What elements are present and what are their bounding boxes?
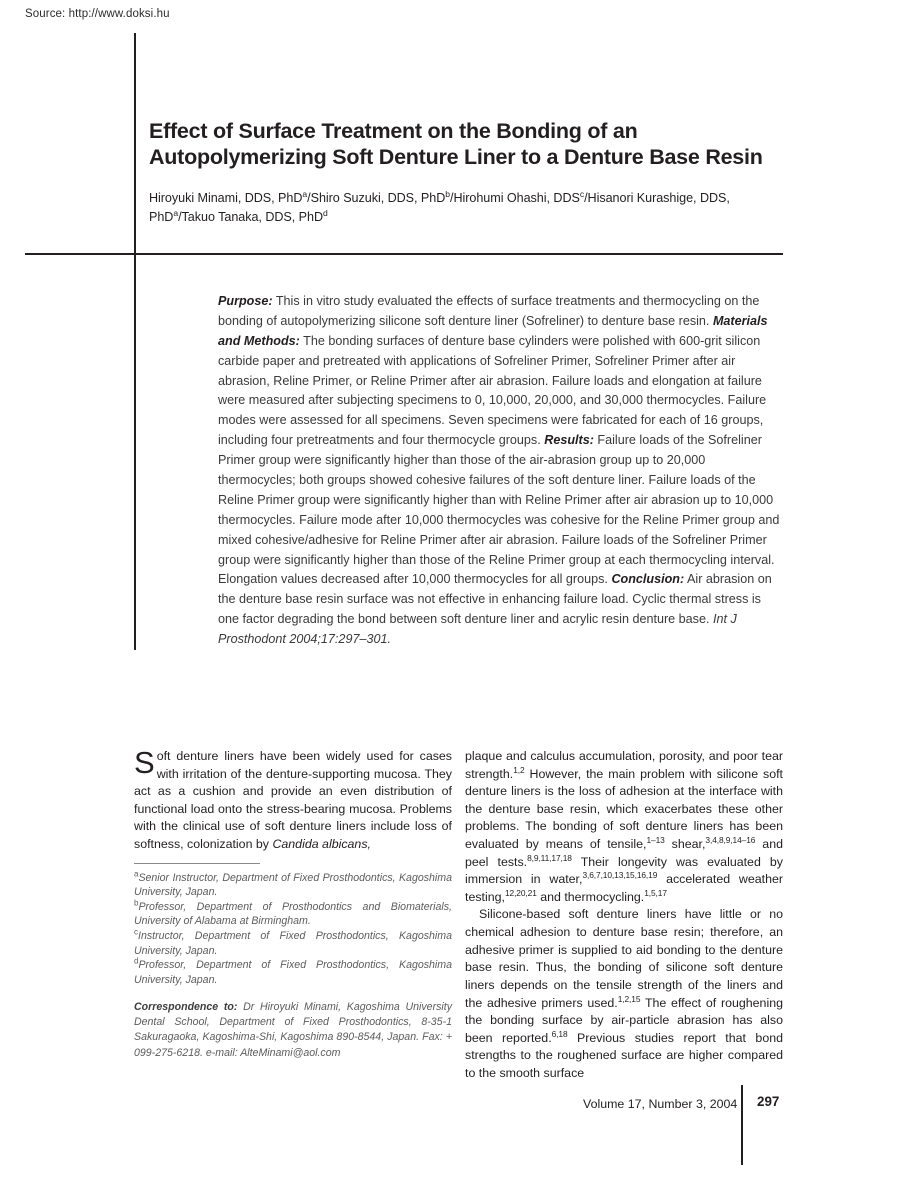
- vertical-rule: [134, 33, 136, 650]
- body-paragraph: plaque and calculus accumulation, porosity, and poor tear strength.$^{1,2}$ However, the main problem with silicone soft denture liners is the loss of adhesion at the interface with the denture base resin, which exacerbates these other problems. The bonding of soft denture liners has been evaluated by means of tensile,$^{1-13}$ shear,$^{3,4,8,9,14-16}$ and peel tests.$^{8,9,11,17,18}$ Their longevity was evaluated by immersion in water,$^{3,6,7,10,13,15,16,19}$ accelerated weather testing,$^{12,20,21}$ and thermocycling.$^{1,5,17}$: [465, 749, 784, 904]
- correspondence-block: Correspondence to: Dr Hiroyuki Minami, Kagoshima University Dental School, Department of Fixed Prosthodontics, 8-35-1 Sakuragaoka, Kagoshima-Shi, Kagoshima 890-8544, Japan. Fax: + 099-275-6218. e-mail: AlteMinami@aol.com: [134, 1000, 452, 1059]
- footnote-list: [134, 871, 452, 988]
- intro-paragraph: [134, 745, 452, 854]
- horizontal-rule: [25, 253, 783, 255]
- footnote-divider: [134, 863, 260, 864]
- footnote-item: $^b$Professor, Department of Prosthodontics and Biomaterials, University of Alabama at Birmingham.: [134, 898, 452, 928]
- page-title: Effect of Surface Treatment on the Bonding of an Autopolymerizing Soft Denture Liner to a Denture Base Resin: [149, 119, 763, 170]
- footnote-item: $^a$Senior Instructor, Department of Fixed Prosthodontics, Kagoshima University, Japan.: [134, 869, 452, 899]
- drop-cap: S: [134, 745, 155, 780]
- author-list: Hiroyuki Minami, DDS, PhD$^a$/Shiro Suzuki, DDS, PhD$^b$/Hirohumi Ohashi, DDS$^c$/Hisanori Kurashige, DDS, PhD$^a$/Takuo Tanaka, DDS, PhD$^d$: [149, 189, 730, 225]
- footnote-item: $^d$Professor, Department of Fixed Prosthodontics, Kagoshima University, Japan.: [134, 956, 452, 986]
- footnote-item: $^c$Instructor, Department of Fixed Prosthodontics, Kagoshima University, Japan.: [134, 927, 452, 957]
- intro-paragraph-text: oft denture liners have been widely used for cases with irritation of the denture-supporting mucosa. They act as a cushion and provide an even distribution of functional load onto the stress-bearing mucosa. Problems with the clinical use of soft denture liners include loss of softness, colonization by Candida albicans,: [134, 749, 452, 852]
- abstract-text: Purpose: This in vitro study evaluated the effects of surface treatments and thermocycling on the bonding of autopolymerizing silicone soft denture liner (Sofreliner) to denture base resin. Materials and Methods: The bonding surfaces of denture base cylinders were polished with 600-grit silicon carbide paper and pretreated with applications of Sofreliner Primer, Sofreliner Primer after air abrasion, Reline Primer, or Reline Primer after air abrasion. Failure loads and elongation at failure were measured after subjecting specimens to 0, 10,000, 20,000, and 30,000 thermocycles. Failure modes were assessed for all specimens. Seven specimens were fabricated for each of 16 groups, including four pretreatments and four thermocycle groups. Results: Failure loads of the Sofreliner Primer group were significantly higher than those of the air-abrasion group up to 20,000 thermocycles; both groups showed cohesive failures of the soft denture liner. Failure loads of the Reline Primer group were significantly higher than with Reline Primer after air abrasion up to 10,000 thermocycles. Failure mode after 10,000 thermocycles was cohesive for the Reline Primer group and mixed cohesive/adhesive for Reline Primer after air abrasion. Failure loads of the Sofreliner Primer group were significantly higher than those of the Reline Primer group at each thermocycling interval. Elongation values decreased after 10,000 thermocycles for all groups. Conclusion: Air abrasion on the denture base resin surface was not effective in enhancing failure load. Cyclic thermal stress is one factor degrading the bond between soft denture liner and acrylic resin denture base. Int J Prosthodont 2004;17:297–301.: [218, 294, 780, 647]
- title-block: [149, 118, 789, 227]
- body-column-left: [134, 745, 452, 1061]
- page-number: 297: [757, 1094, 780, 1109]
- footer-volume-label: Volume 17, Number 3, 2004: [583, 1097, 738, 1111]
- body-paragraph: Silicone-based soft denture liners have little or no chemical adhesion to denture base resin; therefore, an adhesive primer is supplied to aid bonding to the denture base resin. Thus, the bonding of silicone soft denture liners depends on the tensile strength of the liners and the adhesive primers used.$^{1,2,15}$ The effect of roughening the bonding surface by air-particle abrasion has also been reported.$^{6,18}$ Previous studies report that bond strengths to the roughened surface are higher compared to the smooth surface: [465, 907, 783, 1080]
- source-watermark: Source: http://www.doksi.hu: [25, 8, 170, 20]
- body-column-right: [465, 748, 783, 1083]
- footer-divider: [741, 1085, 743, 1165]
